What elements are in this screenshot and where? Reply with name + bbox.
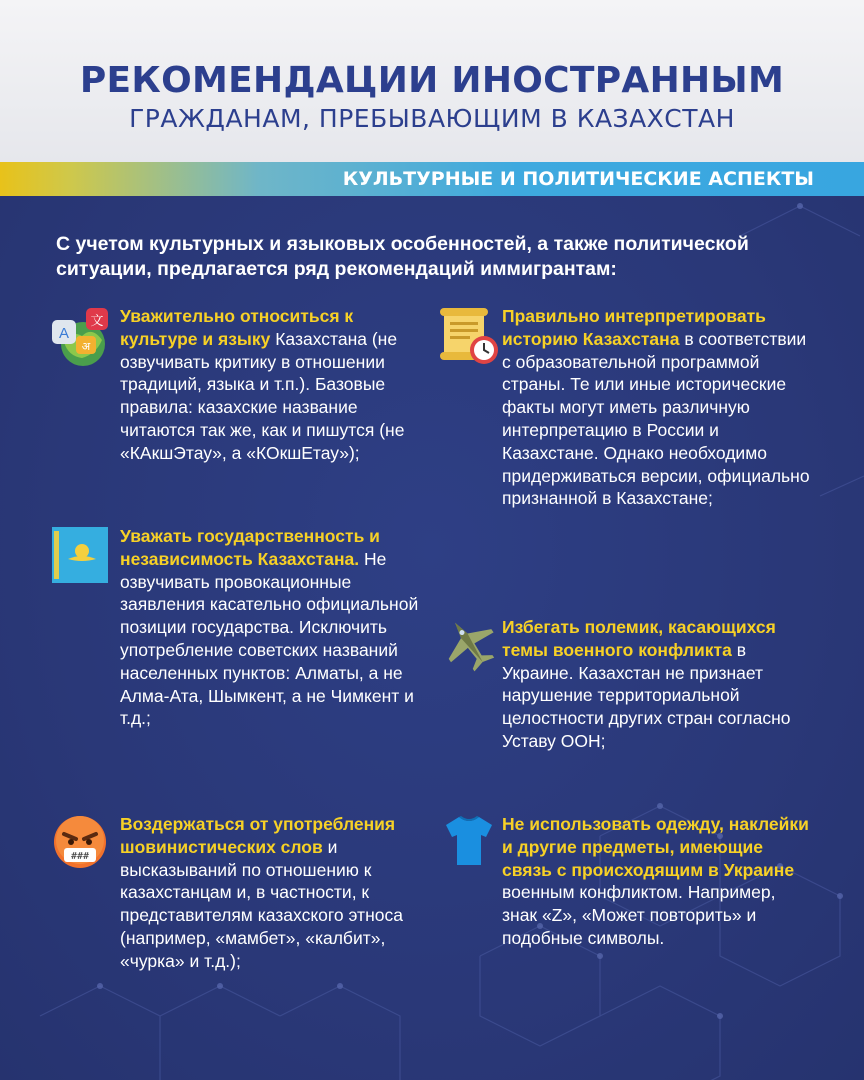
item-statehood	[120, 525, 420, 730]
military-jet-icon	[440, 616, 500, 672]
item-military-conflict	[502, 616, 802, 753]
t-shirt-icon	[444, 815, 494, 867]
item-highlight: Правильно интерпретировать историю Казахстана	[502, 306, 766, 349]
item-text: и высказываний по отношению к казахстанцам и, в частности, к представителям казахского этноса (например, «мамбет», «калбит», «чурка» и т.д.);	[120, 836, 403, 971]
item-text: в соответствии с образовательной программой страны. Те или иные исторические факты могут иметь различную интерпретацию в России и Казахстане. Однако необходимо придерживаться версии, официально признанной в Казахстане;	[502, 328, 810, 509]
item-highlight: Уважительно относиться к культуре и языку	[120, 306, 354, 349]
item-highlight: Воздержаться от употребления шовинистических слов	[120, 814, 396, 857]
item-text: Казахстана (не озвучивать критику в отношении традиций, языка и т.п.). Базовые правила: казахские название читаются так же, как и пишутся (не «КАкшЭтау», а «КОкшЕтау»);	[120, 328, 405, 463]
item-highlight: Избегать полемик, касающихся темы военного конфликта	[502, 617, 776, 660]
svg-text:文: 文	[90, 314, 104, 329]
item-text: военным конфликтом. Например, знак «Z», «Может повторить» и подобные символы.	[502, 882, 776, 948]
angry-face-icon	[52, 814, 108, 870]
translate-icon	[52, 306, 114, 368]
svg-text:A: A	[58, 325, 70, 342]
item-culture-language	[120, 305, 420, 465]
history-scroll-icon	[438, 306, 500, 368]
header	[0, 0, 864, 162]
page-subtitle: ГРАЖДАНАМ, ПРЕБЫВАЮЩИМ В КАЗАХСТАН	[129, 104, 735, 133]
item-highlight: Уважать государственность и независимость Казахстана.	[120, 526, 380, 569]
intro-text: С учетом культурных и языковых особенностей, а также политической ситуации, предлагается ряд рекомендаций иммигрантам:	[56, 233, 749, 280]
section-label: КУЛЬТУРНЫЕ И ПОЛИТИЧЕСКИЕ АСПЕКТЫ	[342, 168, 814, 190]
page-title: РЕКОМЕНДАЦИИ ИНОСТРАННЫМ	[79, 60, 785, 101]
section-band	[0, 162, 864, 196]
svg-text:###: ###	[70, 851, 90, 862]
svg-text:अ: अ	[81, 340, 91, 353]
item-text: в Украине. Казахстан не признает нарушение территориальной целостности других стран согласно Уставу ООН;	[502, 639, 791, 751]
item-clothing-symbols	[502, 813, 814, 950]
item-history	[502, 305, 814, 510]
item-highlight: Не использовать одежду, наклейки и другие предметы, имеющие связь с происходящим в Украине	[502, 814, 809, 880]
item-text: Не озвучивать провокационные заявления касательно официальной позиции государства. Исключить употребление советских названий населенных пунктов: Алматы, а не Алма-Ата, Шымкент, а не Чимкент и т.д.;	[120, 548, 419, 729]
item-chauvinism	[120, 813, 420, 973]
kazakhstan-flag-icon	[52, 527, 108, 583]
